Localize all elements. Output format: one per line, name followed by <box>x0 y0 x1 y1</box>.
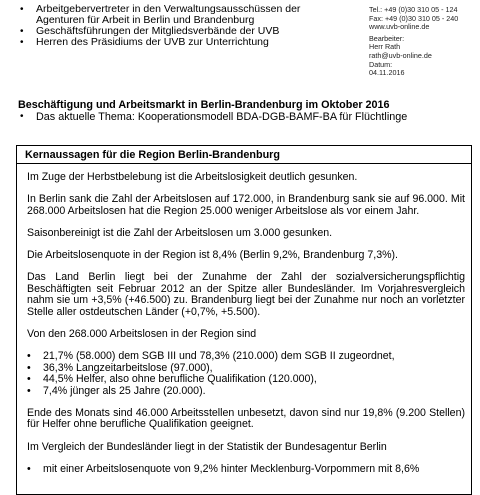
list-item: • 7,4% jünger als 25 Jahre (20.000). <box>27 384 206 397</box>
box-title: Kernaussagen für die Region Berlin-Brandenburg <box>17 146 471 164</box>
bullet-icon: • <box>20 37 24 48</box>
date-label: Datum: <box>369 59 393 69</box>
contact-block <box>369 6 479 78</box>
fax-number: Fax: +49 (0)30 310 05 - 240 <box>369 13 459 23</box>
bullet-icon: • <box>20 4 24 15</box>
website-link[interactable]: www.uvb-online.de <box>369 22 430 32</box>
paragraph: Von den 268.000 Arbeitslosen in der Region sind <box>27 327 257 340</box>
paragraph: In Berlin sank die Zahl der Arbeitslosen auf 172.000, in Brandenburg sank sie auf 96.000. Mit 268.000 Arbeitslosen hat die Region 25.000 weniger Arbeitslose als vor einem Jahr. <box>27 193 465 217</box>
date-value: 04.11.2016 <box>369 68 405 78</box>
phone-number: Tel.: +49 (0)30 310 05 - 124 <box>369 5 458 14</box>
recipient-list <box>18 4 338 48</box>
editor-label: Bearbeiter: <box>369 33 405 43</box>
list-item: • 44,5% Helfer, also ohne berufliche Qualifikation (120.000), <box>27 373 317 386</box>
editor-name: Herr Rath <box>369 42 401 52</box>
bullet-icon: • <box>27 361 31 374</box>
comparison-list <box>27 464 465 476</box>
bullet-icon: • <box>27 373 31 386</box>
paragraph: Die Arbeitslosenquote in der Region ist 8,4% (Berlin 9,2%, Brandenburg 7,3%). <box>27 248 398 261</box>
paragraph: Ende des Monats sind 46.000 Arbeitsstellen unbesetzt, davon sind nur 19,8% (9.200 Stellen) für Helfer ohne berufliche Qualifikation geeignet. <box>27 406 465 431</box>
list-item: • Herren des Präsidiums der UVB zur Unterrichtung <box>20 36 269 48</box>
document-heading: Beschäftigung und Arbeitsmarkt in Berlin-Brandenburg im Oktober 2016 <box>18 99 390 111</box>
list-item: • Geschäftsführungen der Mitgliedsverbände der UVB <box>20 25 280 37</box>
paragraph: Saisonbereinigt ist die Zahl der Arbeitslosen um 3.000 gesunken. <box>27 226 333 239</box>
bullet-icon: • <box>20 111 24 122</box>
bullet-icon: • <box>27 462 31 475</box>
list-item: • mit einer Arbeitslosenquote von 9,2% hinter Mecklenburg-Vorpommern mit 8,6% <box>27 462 420 475</box>
paragraph: Im Zuge der Herbstbelebung ist die Arbeitslosigkeit deutlich gesunken. <box>27 171 358 183</box>
box-body <box>17 164 471 475</box>
bullet-icon: • <box>27 349 31 362</box>
bullet-icon: • <box>27 384 31 397</box>
list-item: • 21,7% (58.000) dem SGB III und 78,3% (210.000) dem SGB II zugeordnet, <box>27 349 395 362</box>
paragraph: Im Vergleich der Bundesländer liegt in der Statistik der Bundesagentur Berlin <box>27 440 387 453</box>
bullet-icon: • <box>20 26 24 37</box>
list-item: • Das aktuelle Thema: Kooperationsmodell BDA-DGB-BAMF-BA für Flüchtlinge <box>20 111 408 123</box>
topic-list <box>18 111 478 123</box>
list-item: • 36,3% Langzeitarbeitslose (97.000), <box>27 361 213 374</box>
key-statements-box <box>16 145 472 495</box>
paragraph: Das Land Berlin liegt bei der Zunahme der Zahl der sozialversicherungspflichtig Beschäftigten seit Februar 2012 an der Spitze aller Bundesländer. Im Vorjahresvergleich nahm sie um +3,5% (+46.500) zu. Brandenburg liegt bei der Zunahme nur noch an vorletzter Stelle aller ostdeutschen Länder (+0,7%, +5.500). <box>27 270 465 318</box>
editor-email[interactable]: rath@uvb-online.de <box>369 50 432 60</box>
list-item: • Arbeitgebervertreter in den Verwaltungsausschüssen der Agenturen für Arbeit in Berlin und Brandenburg <box>20 3 301 26</box>
statistics-list <box>27 351 465 397</box>
